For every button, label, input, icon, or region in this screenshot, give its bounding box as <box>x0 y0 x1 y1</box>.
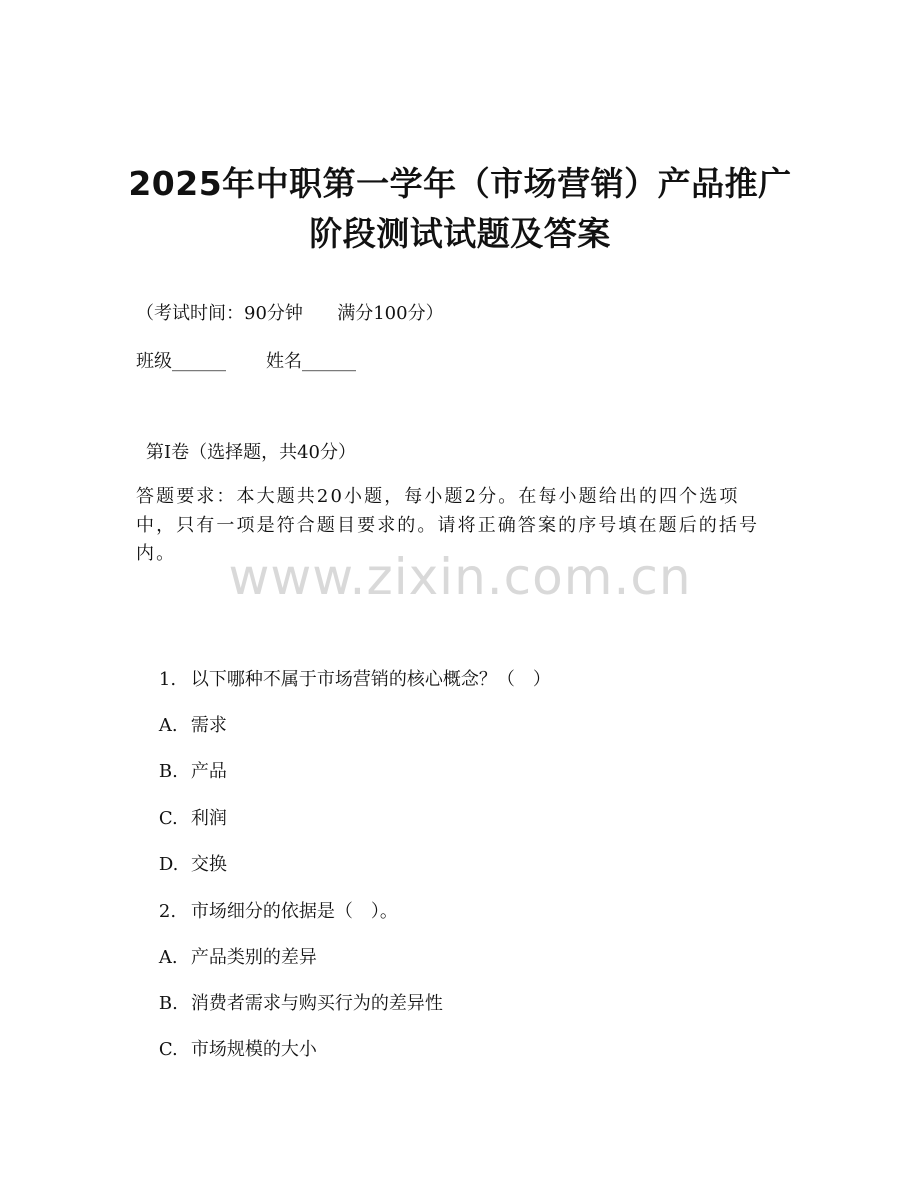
question-text: 市场细分的依据是（ ）。 <box>190 901 398 922</box>
question-text: 以下哪种不属于市场营销的核心概念？（ ） <box>190 669 551 690</box>
document-title-line-2: 阶段测试试题及答案 <box>309 214 611 253</box>
option-text: 市场规模的大小 <box>190 1039 317 1060</box>
option-letter: A. <box>158 947 178 968</box>
option-letter: D. <box>158 854 179 875</box>
option-text: 产品类别的差异 <box>190 947 317 968</box>
document-title-line-1: 2025年中职第一学年（市场营销）产品推广 <box>128 164 792 203</box>
option-text: 利润 <box>190 808 227 829</box>
option-letter: C. <box>158 808 178 829</box>
option-text: 产品 <box>190 761 227 782</box>
exam-info: （考试时间：90分钟 满分100分） <box>136 303 444 324</box>
instructions: 答题要求：本大题共20小题，每小题2分。在每小题给出的四个选项中，只有一项是符合题目要求的。请将正确答案的序号填在题后的括号内。 <box>136 486 760 564</box>
option-text: 消费者需求与购买行为的差异性 <box>190 993 443 1014</box>
option-letter: B. <box>158 761 178 782</box>
option-letter: C. <box>158 1039 178 1060</box>
option-text: 需求 <box>190 715 227 736</box>
option-item <box>136 1014 317 1086</box>
question-number: 1. <box>158 669 177 690</box>
question-number: 2. <box>158 901 177 922</box>
option-text: 交换 <box>190 854 227 875</box>
option-letter: B. <box>158 993 178 1014</box>
option-letter: A. <box>158 715 178 736</box>
watermark: www.zixin.com.cn <box>228 548 692 606</box>
section-heading: 第Ⅰ卷（选择题，共40分） <box>146 442 357 463</box>
class-name-line: 班级______ 姓名______ <box>136 351 357 372</box>
